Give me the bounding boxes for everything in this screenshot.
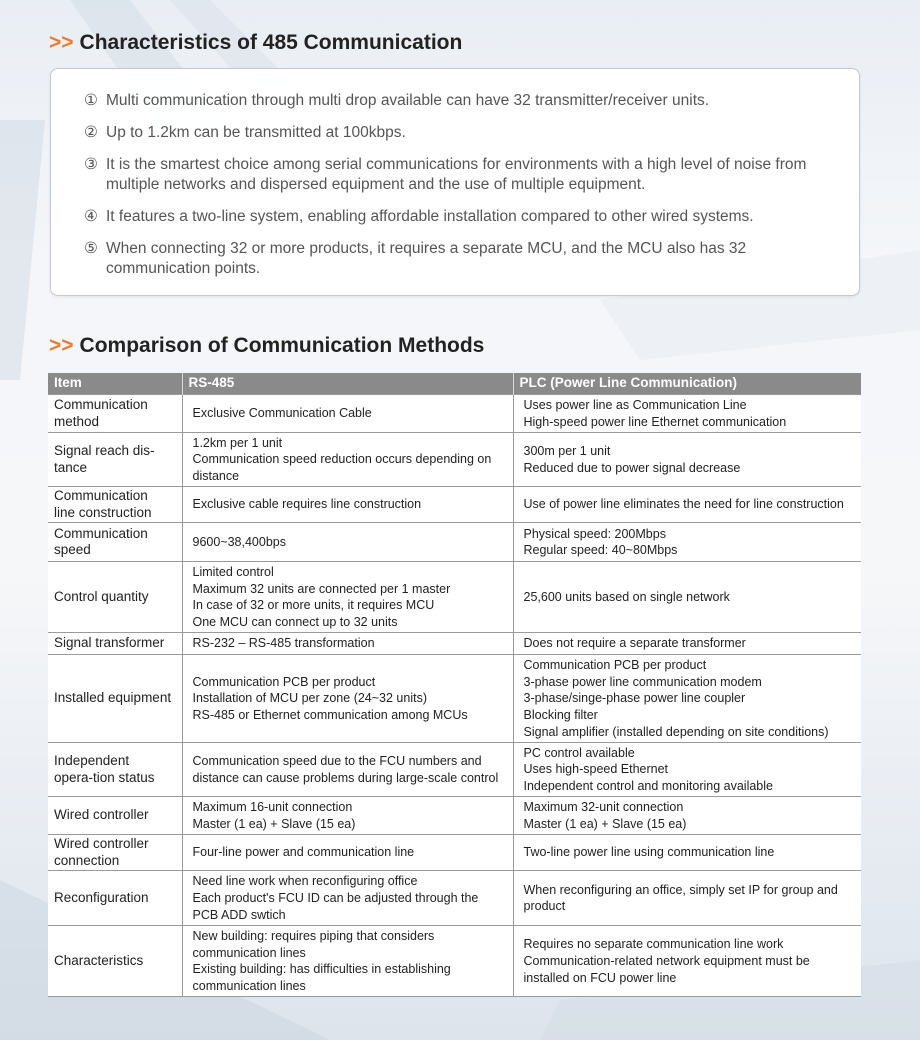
row-item-cell: [48, 487, 182, 523]
table-row: [48, 835, 861, 871]
row-rs485-cell: [182, 633, 513, 655]
characteristic-item: [84, 91, 844, 111]
cell-line: Characteristics: [54, 953, 144, 969]
comparison-heading: [49, 334, 484, 358]
row-plc-cell: [513, 487, 861, 523]
row-item-cell: [48, 797, 182, 835]
cell-line: Master (1 ea) + Slave (15 ea): [192, 816, 356, 831]
cell-line: Maximum 32 units are connected per 1 master: [192, 581, 451, 596]
table-row: [48, 487, 861, 523]
row-plc-cell: [513, 433, 861, 487]
item-number: ④: [84, 208, 98, 225]
row-rs485-cell: [182, 797, 513, 835]
row-rs485-cell: [182, 655, 513, 743]
cell-line: In case of 32 or more units, it requires MCU: [192, 598, 435, 613]
cell-line: PC control available: [523, 745, 635, 760]
row-plc-cell: [513, 633, 861, 655]
row-item-cell: [48, 743, 182, 797]
cell-line: Uses high-speed Ethernet: [523, 762, 669, 777]
cell-line: 3-phase/singe-phase power line coupler: [523, 691, 746, 706]
row-rs485-cell: [182, 926, 513, 997]
cell-line: Installed equipment: [54, 690, 172, 706]
cell-line: Regular speed: 40~80Mbps: [523, 543, 678, 558]
cell-line: Signal amplifier (installed depending on site conditions): [523, 724, 829, 739]
table-row: [48, 433, 861, 487]
characteristic-item: [84, 123, 844, 143]
cell-line: Maximum 32-unit connection: [523, 800, 684, 815]
row-rs485-cell: [182, 835, 513, 871]
table-row: [48, 797, 861, 835]
table-row: [48, 743, 861, 797]
cell-line: Control quantity: [54, 588, 149, 604]
header-plc: PLC (Power Line Communication): [513, 373, 861, 395]
cell-line: Signal transformer: [54, 635, 165, 651]
cell-line: RS-232 – RS-485 transformation: [192, 636, 375, 651]
cell-line: When reconfiguring an office, simply set IP for group and product: [523, 882, 838, 914]
row-item-cell: [48, 433, 182, 487]
cell-line: 1.2km per 1 unit: [192, 435, 283, 450]
cell-line: Communication PCB per product: [523, 658, 707, 673]
item-text: When connecting 32 or more products, it requires a separate MCU, and the MCU also has 32 communication points.: [106, 240, 747, 277]
row-rs485-cell: [182, 562, 513, 633]
cell-line: Reduced due to power signal decrease: [523, 460, 741, 475]
cell-line: Reconfiguration: [54, 890, 149, 906]
cell-line: Independent control and monitoring available: [523, 778, 773, 793]
cell-line: Master (1 ea) + Slave (15 ea): [523, 816, 687, 831]
cell-line: 3-phase power line communication modem: [523, 674, 762, 689]
cell-line: Maximum 16-unit connection: [192, 800, 353, 815]
row-plc-cell: [513, 395, 861, 433]
cell-line: Communication-related network equipment must be installed on FCU power line: [523, 954, 810, 985]
heading-arrows: >>: [49, 31, 74, 54]
table-row: [48, 633, 861, 655]
cell-line: Requires no separate communication line work: [523, 937, 784, 952]
cell-line: Communication speed: [54, 525, 148, 558]
cell-line: Need line work when reconfiguring office: [192, 874, 418, 889]
cell-line: Communication PCB per product: [192, 674, 376, 689]
characteristic-item: [84, 155, 844, 195]
row-plc-cell: [513, 523, 861, 562]
row-item-cell: [48, 926, 182, 997]
cell-line: Use of power line eliminates the need for line construction: [523, 497, 844, 512]
cell-line: New building: requires piping that considers communication lines: [192, 929, 435, 960]
row-item-cell: [48, 523, 182, 562]
row-rs485-cell: [182, 743, 513, 797]
cell-line: Exclusive Communication Cable: [192, 406, 372, 421]
cell-line: 25,600 units based on single network: [523, 589, 730, 604]
characteristics-heading: [49, 31, 462, 55]
item-number: ③: [84, 156, 98, 173]
item-number: ①: [84, 92, 98, 109]
row-plc-cell: [513, 655, 861, 743]
characteristic-item: [84, 239, 844, 279]
row-item-cell: [48, 395, 182, 433]
cell-line: Two-line power line using communication line: [523, 845, 775, 860]
cell-line: Four-line power and communication line: [192, 845, 415, 860]
cell-line: Uses power line as Communication Line: [523, 397, 747, 412]
table-row: [48, 655, 861, 743]
cell-line: Wired controller connection: [54, 836, 149, 868]
item-number: ⑤: [84, 240, 98, 257]
cell-line: High-speed power line Ethernet communication: [523, 414, 787, 429]
row-plc-cell: [513, 743, 861, 797]
cell-line: Physical speed: 200Mbps: [523, 526, 666, 541]
row-rs485-cell: [182, 487, 513, 523]
row-plc-cell: [513, 562, 861, 633]
table-header-row: [48, 373, 861, 395]
item-text: It features a two-line system, enabling affordable installation compared to other wired systems.: [106, 208, 754, 225]
row-item-cell: [48, 562, 182, 633]
cell-line: Communication method: [54, 396, 148, 429]
cell-line: 9600~38,400bps: [192, 534, 286, 549]
cell-line: Existing building: has difficulties in establishing communication lines: [192, 962, 451, 993]
cell-line: Does not require a separate transformer: [523, 636, 746, 651]
row-rs485-cell: [182, 523, 513, 562]
cell-line: Wired controller: [54, 807, 149, 823]
item-text: It is the smartest choice among serial communications for environments with a high level of noise from multiple networks and dispersed equipment and the use of multiple equipment.: [106, 156, 807, 193]
cell-line: RS-485 or Ethernet communication among MCUs: [192, 707, 468, 722]
item-number: ②: [84, 124, 98, 141]
row-item-cell: [48, 633, 182, 655]
cell-line: Independent opera-tion status: [54, 753, 155, 785]
cell-line: Signal reach dis-tance: [54, 442, 155, 475]
row-rs485-cell: [182, 871, 513, 926]
characteristics-title: Characteristics of 485 Communication: [79, 31, 463, 54]
cell-line: One MCU can connect up to 32 units: [192, 614, 398, 629]
cell-line: Communication speed due to the FCU numbers and distance can cause problems during large-scale control: [192, 754, 499, 785]
characteristic-item: [84, 207, 844, 227]
row-rs485-cell: [182, 395, 513, 433]
table-row: [48, 871, 861, 926]
item-text: Multi communication through multi drop available can have 32 transmitter/receiver units.: [106, 92, 710, 109]
cell-line: Blocking filter: [523, 707, 598, 722]
table-row: [48, 395, 861, 433]
cell-line: Communication line construction: [54, 488, 152, 520]
row-rs485-cell: [182, 433, 513, 487]
comparison-title: Comparison of Communication Methods: [79, 334, 485, 357]
cell-line: Exclusive cable requires line construction: [192, 497, 422, 512]
table-row: [48, 926, 861, 997]
item-text: Up to 1.2km can be transmitted at 100kbps.: [106, 124, 406, 141]
characteristics-box: [50, 68, 860, 296]
table-row: [48, 562, 861, 633]
row-plc-cell: [513, 835, 861, 871]
heading-arrows: >>: [49, 334, 74, 357]
comparison-table: [48, 373, 861, 997]
cell-line: Communication speed reduction occurs depending on distance: [192, 452, 492, 483]
row-plc-cell: [513, 926, 861, 997]
row-item-cell: [48, 871, 182, 926]
header-rs485: RS-485: [182, 373, 513, 395]
table-row: [48, 523, 861, 562]
cell-line: Each product's FCU ID can be adjusted through the PCB ADD swtich: [192, 891, 479, 922]
row-plc-cell: [513, 797, 861, 835]
row-item-cell: [48, 655, 182, 743]
row-item-cell: [48, 835, 182, 871]
cell-line: Limited control: [192, 565, 274, 579]
cell-line: 300m per 1 unit: [523, 443, 611, 458]
cell-line: Installation of MCU per zone (24~32 units): [192, 691, 427, 706]
header-item: Item: [48, 373, 182, 395]
row-plc-cell: [513, 871, 861, 926]
